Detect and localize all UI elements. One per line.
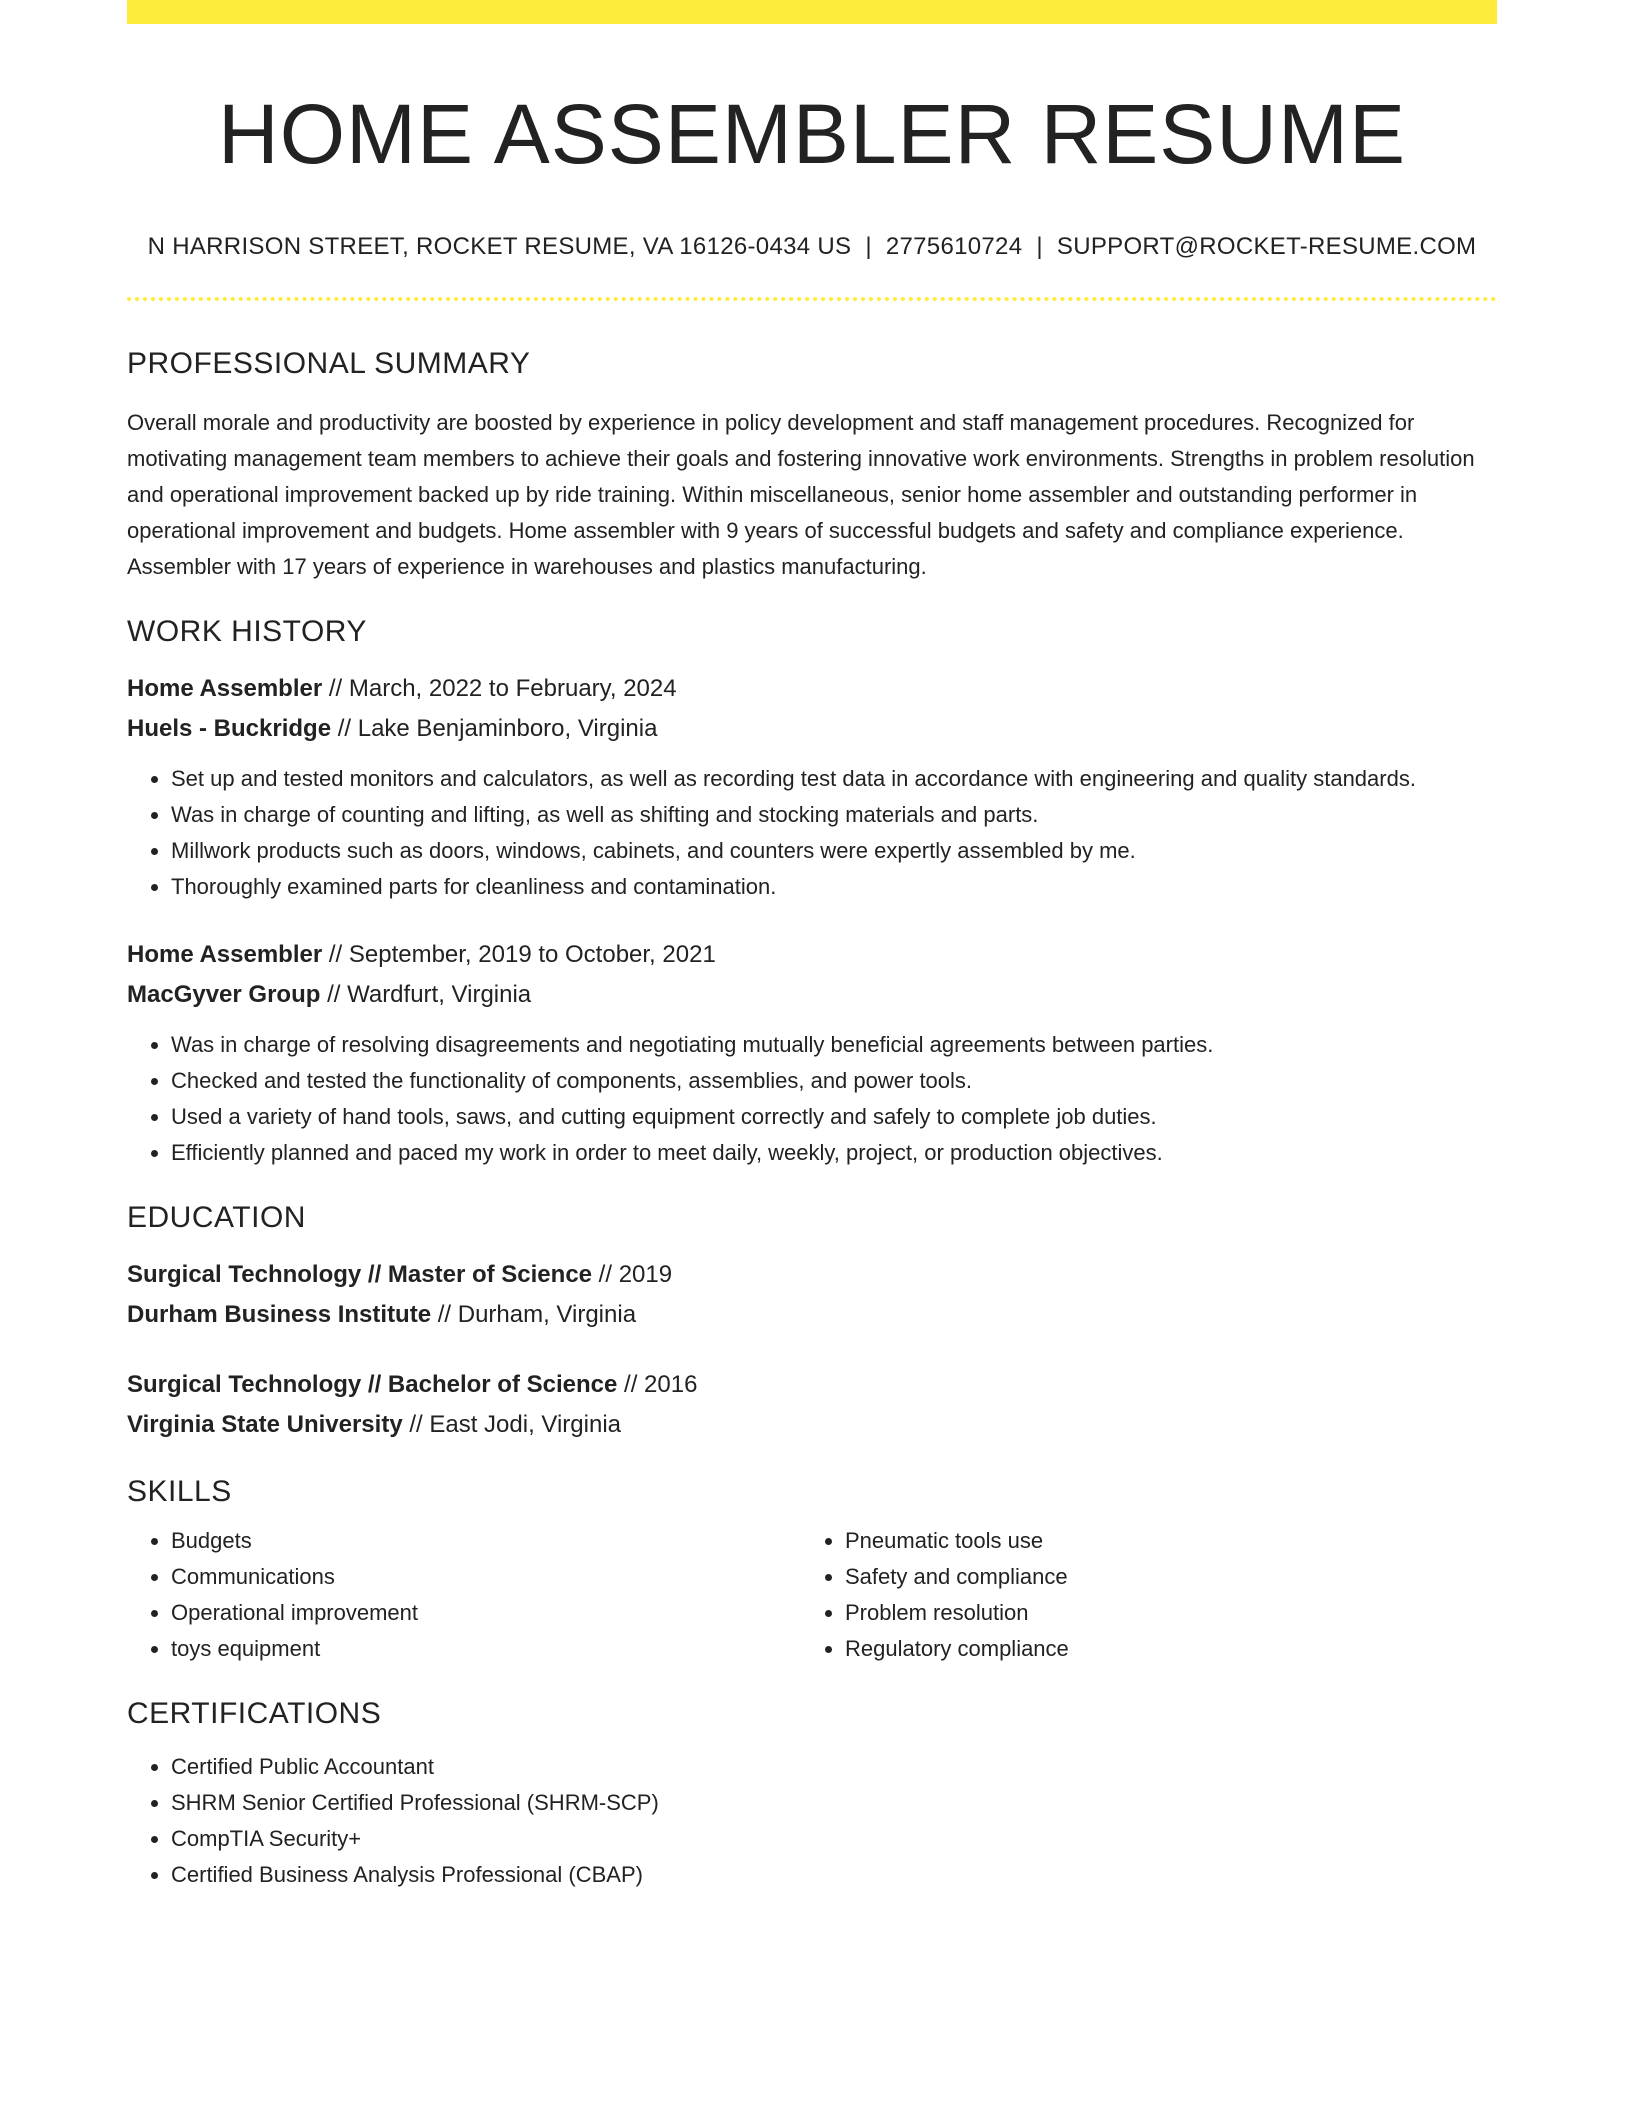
skill-item: • Regulatory compliance [845, 1631, 1475, 1667]
skill-item: • toys equipment [171, 1631, 801, 1667]
summary-text: Overall morale and productivity are boosted by experience in policy development and staff management procedures. Recognized for motivating management team members to achieve their goals and fostering innovative work environments. Strengths in problem resolution and operational improvement backed up by ride training. Within miscellaneous, senior home assembler and outstanding performer in operational improvement and budgets. Home assembler with 9 years of successful budgets and safety and compliance experience. Assembler with 17 years of experience in warehouses and plastics manufacturing. [127, 409, 1475, 579]
degree: Surgical Technology // Master of Science [127, 1260, 593, 1288]
skills-grid [127, 1523, 1497, 1667]
certifications-list [127, 1749, 1497, 1893]
skills-heading: SKILLS [127, 1474, 232, 1508]
job-company-line [127, 975, 1497, 1015]
contact-separator: | [1036, 232, 1043, 260]
resume-title: HOME ASSEMBLER RESUME [218, 87, 1406, 181]
work-entry [127, 935, 1497, 1171]
school-location: // East Jodi, Virginia [402, 1410, 622, 1438]
job-location: // Lake Benjaminboro, Virginia [331, 714, 658, 742]
job-company-line [127, 709, 1497, 749]
job-duty: • Checked and tested the functionality of components, assemblies, and power tools. [171, 1063, 1497, 1099]
top-accent-bar [127, 0, 1497, 24]
education-heading: EDUCATION [127, 1200, 306, 1234]
job-duty: • Used a variety of hand tools, saws, and cutting equipment correctly and safely to complete job duties. [171, 1099, 1497, 1135]
contact-line [127, 233, 1497, 261]
job-title-line [127, 935, 1497, 975]
school: Durham Business Institute [127, 1300, 432, 1328]
certification-item: • CompTIA Security+ [171, 1821, 1497, 1857]
contact-separator: | [865, 232, 872, 260]
job-duties-list [127, 1027, 1497, 1171]
job-duty: • Was in charge of counting and lifting, as well as shifting and stocking materials and parts. [171, 797, 1497, 833]
job-dates: // March, 2022 to February, 2024 [322, 674, 677, 702]
degree-year: // 2019 [592, 1260, 673, 1288]
job-dates: // September, 2019 to October, 2021 [322, 940, 716, 968]
skill-item: • Problem resolution [845, 1595, 1475, 1631]
degree-line [127, 1365, 1497, 1405]
job-duty: • Set up and tested monitors and calculators, as well as recording test data in accordance with engineering and quality standards. [171, 761, 1497, 797]
degree-line [127, 1255, 1497, 1295]
degree-year: // 2016 [617, 1370, 698, 1398]
skills-list-left [127, 1523, 801, 1667]
certification-item: • Certified Public Accountant [171, 1749, 1497, 1785]
job-title: Home Assembler [127, 940, 323, 968]
skill-item: • Safety and compliance [845, 1559, 1475, 1595]
certification-item: • SHRM Senior Certified Professional (SHRM-SCP) [171, 1785, 1497, 1821]
skill-item: • Communications [171, 1559, 801, 1595]
dotted-divider [127, 297, 1497, 301]
certification-item: • Certified Business Analysis Professional (CBAP) [171, 1857, 1497, 1893]
job-title: Home Assembler [127, 674, 323, 702]
skill-item: • Operational improvement [171, 1595, 801, 1631]
school-location: // Durham, Virginia [431, 1300, 637, 1328]
job-duty: • Was in charge of resolving disagreements and negotiating mutually beneficial agreements between parties. [171, 1027, 1497, 1063]
contact-email: SUPPORT@ROCKET-RESUME.COM [1056, 232, 1477, 260]
job-duty: • Millwork products such as doors, windows, cabinets, and counters were expertly assembled by me. [171, 833, 1497, 869]
skill-item: • Pneumatic tools use [845, 1523, 1475, 1559]
contact-address: N HARRISON STREET, ROCKET RESUME, VA 16126-0434 US [147, 232, 852, 260]
contact-phone: 2775610724 [885, 232, 1023, 260]
job-duties-list [127, 761, 1497, 905]
school-line [127, 1295, 1497, 1335]
degree: Surgical Technology // Bachelor of Science [127, 1370, 618, 1398]
job-company: MacGyver Group [127, 980, 321, 1008]
school-line [127, 1405, 1497, 1445]
job-location: // Wardfurt, Virginia [320, 980, 532, 1008]
resume-page [127, 0, 1497, 1893]
job-company: Huels - Buckridge [127, 714, 332, 742]
job-duty: • Thoroughly examined parts for cleanliness and contamination. [171, 869, 1497, 905]
certifications-heading: CERTIFICATIONS [127, 1696, 382, 1730]
school: Virginia State University [127, 1410, 403, 1438]
skills-list-right [801, 1523, 1475, 1667]
work-entry [127, 669, 1497, 905]
skill-item: • Budgets [171, 1523, 801, 1559]
job-title-line [127, 669, 1497, 709]
summary-heading: PROFESSIONAL SUMMARY [127, 346, 531, 380]
education-entry [127, 1255, 1497, 1335]
education-entry [127, 1365, 1497, 1445]
job-duty: • Efficiently planned and paced my work in order to meet daily, weekly, project, or production objectives. [171, 1135, 1497, 1171]
work-history-heading: WORK HISTORY [127, 614, 367, 648]
